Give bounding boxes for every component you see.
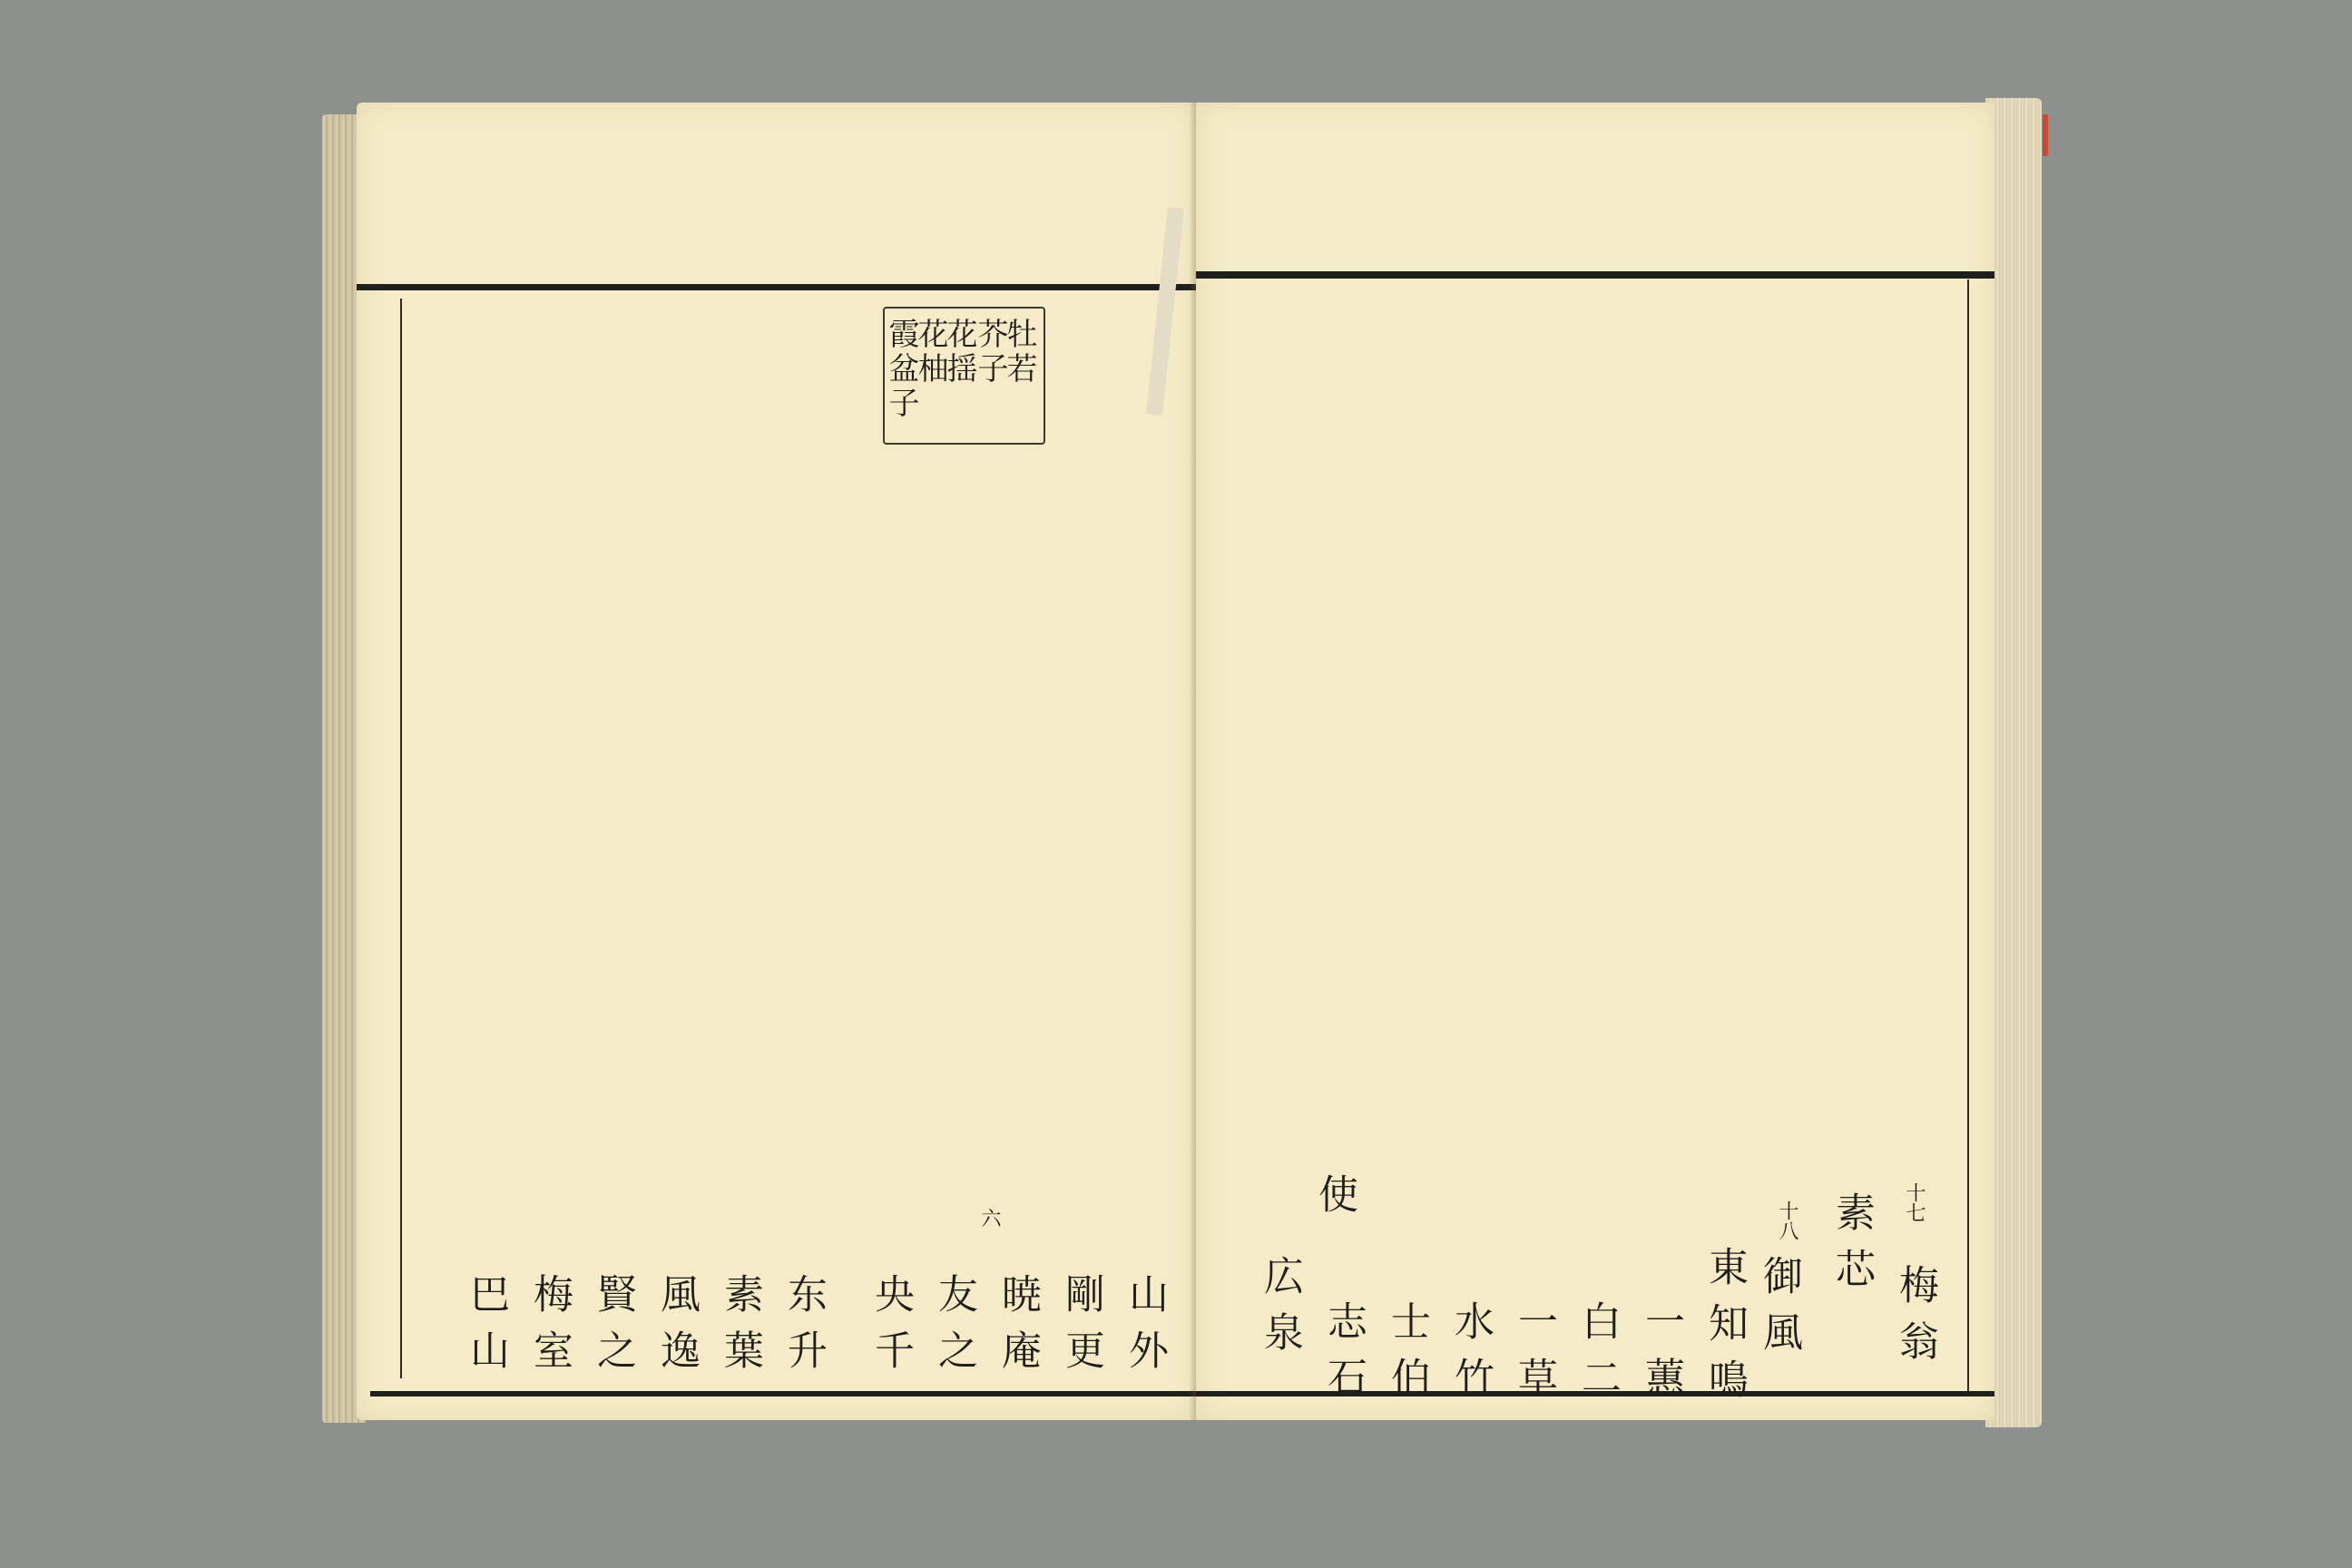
poet-name: 梅翁	[1892, 1264, 1938, 1377]
verse-number: 六	[978, 1208, 1001, 1228]
title-line: 牡若	[1001, 318, 1037, 387]
open-book	[322, 98, 2042, 1432]
poet-name: 使	[1311, 1173, 1357, 1230]
edge-tab	[2043, 114, 2048, 156]
poet-name: 東知鳴	[1701, 1246, 1748, 1415]
title-line: 花柚	[912, 318, 948, 387]
top-rule	[357, 284, 1196, 290]
top-rule	[1196, 271, 1994, 279]
title-line: 芥子	[972, 318, 1008, 387]
left-page	[357, 103, 1196, 1420]
poet-name: 剛更	[1058, 1273, 1104, 1386]
verse-number: 十七	[1903, 1182, 1926, 1222]
poet-name: 一草	[1511, 1300, 1557, 1413]
poet-name: 白二	[1574, 1300, 1621, 1413]
poet-name: 御風	[1756, 1255, 1802, 1367]
poet-name: 暁庵	[995, 1273, 1041, 1386]
poet-name: 央千	[867, 1273, 914, 1386]
poet-name: 山外	[1122, 1273, 1168, 1386]
title-line: 霞盆子	[883, 318, 919, 421]
poet-name: 風逸	[653, 1273, 700, 1386]
poet-name: 一蕙	[1638, 1300, 1684, 1413]
poet-name: 素芯	[1828, 1191, 1875, 1304]
bottom-rule	[370, 1391, 1196, 1396]
title-block	[883, 307, 1045, 445]
poet-name: 梅室	[526, 1273, 573, 1386]
poet-name: 広泉	[1257, 1255, 1303, 1367]
poet-name: 水竹	[1447, 1300, 1494, 1413]
title-line: 花揺	[941, 318, 977, 387]
right-page	[1196, 103, 1994, 1420]
left-frame-line	[400, 299, 402, 1378]
right-frame-line	[1967, 279, 1969, 1391]
poet-name: 賢之	[590, 1273, 636, 1386]
poet-name: 友之	[931, 1273, 977, 1386]
verse-number: 十八	[1776, 1200, 1798, 1240]
poet-name: 志石	[1320, 1300, 1367, 1413]
poet-name: 士伯	[1384, 1300, 1430, 1413]
poet-name: 素葉	[717, 1273, 763, 1386]
poet-name: 东升	[780, 1273, 827, 1386]
poet-name: 巴山	[463, 1273, 509, 1386]
